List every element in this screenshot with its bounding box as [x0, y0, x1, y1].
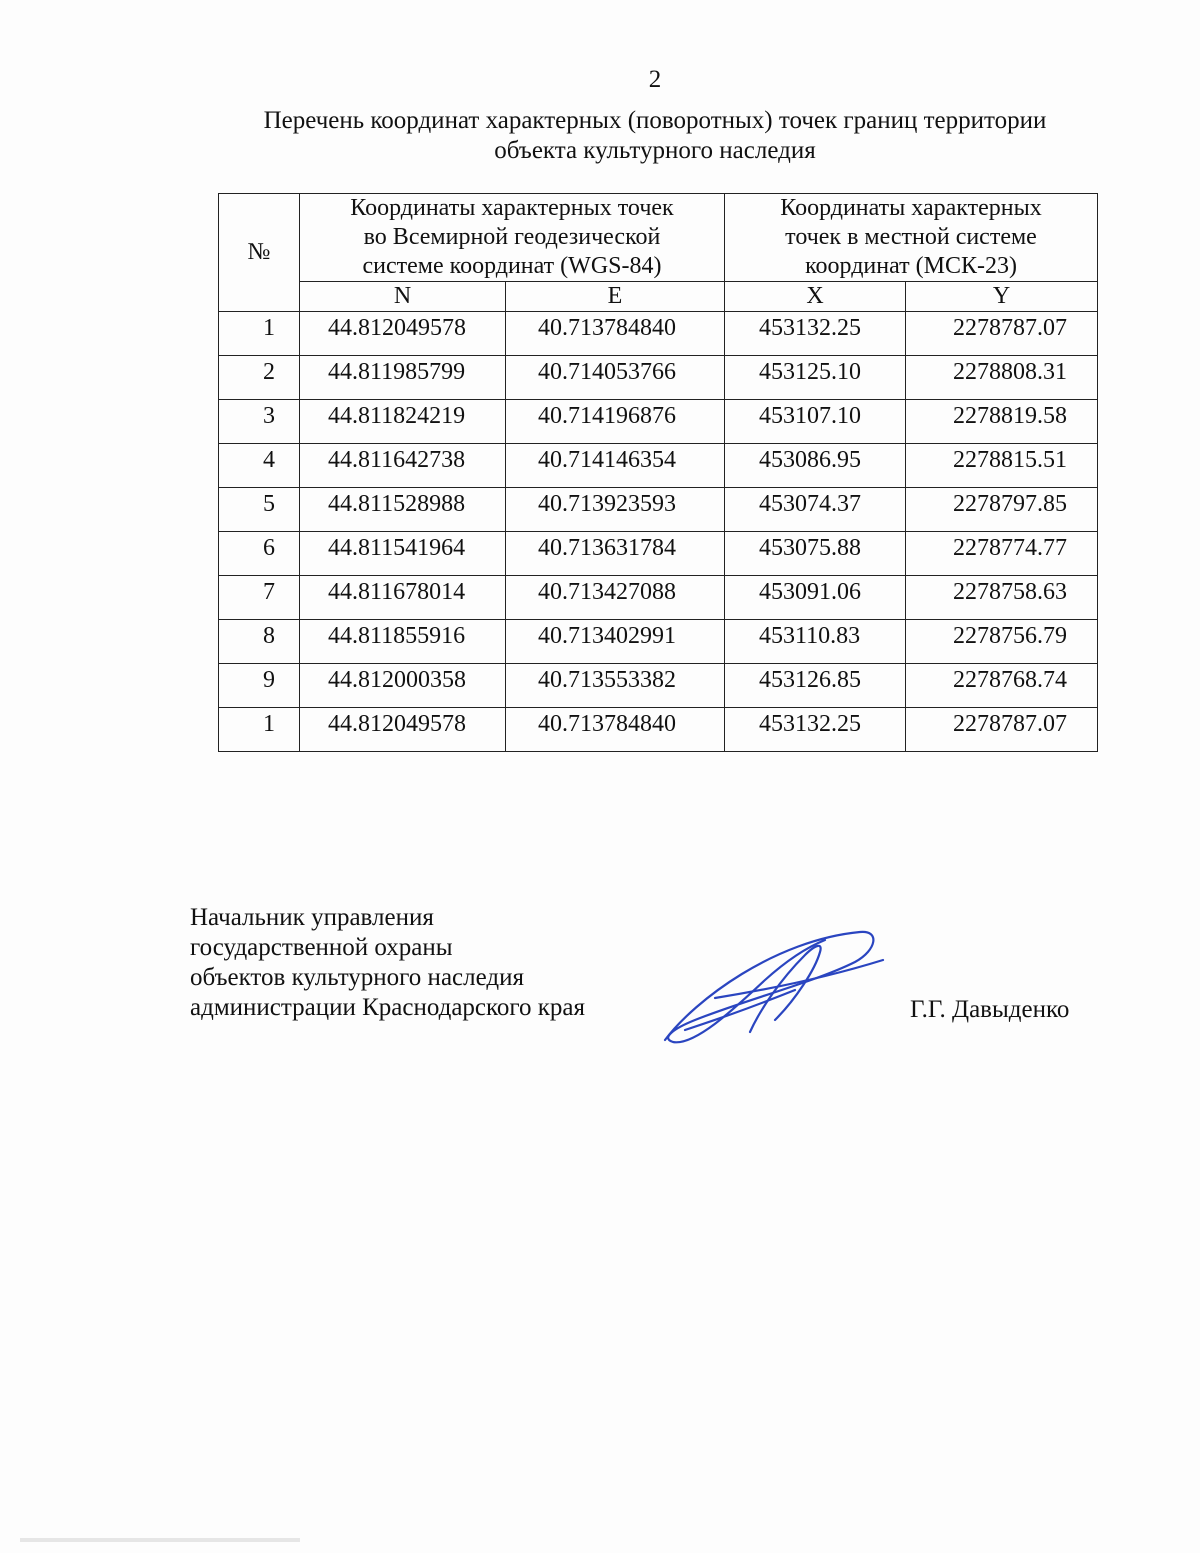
title-line-2: объекта культурного наследия [494, 137, 816, 164]
table-row [219, 532, 1098, 576]
table-header-row [219, 194, 1098, 282]
cell-e: 40.714146354 [506, 444, 725, 488]
coordinates-table [218, 193, 1098, 752]
table-row [219, 708, 1098, 752]
table-row [219, 576, 1098, 620]
cell-e: 40.713784840 [506, 312, 725, 356]
cell-e: 40.713784840 [506, 708, 725, 752]
title-line-1: Перечень координат характерных (поворотных) точек границ территории [263, 107, 1047, 134]
cell-y: 2278815.51 [906, 444, 1098, 488]
cell-number: 4 [219, 444, 300, 488]
cell-x: 453125.10 [725, 356, 906, 400]
header-wgs84-line: системе координат (WGS-84) [362, 253, 662, 279]
handwritten-signature [655, 920, 895, 1055]
cell-y: 2278797.85 [906, 488, 1098, 532]
document-title [200, 106, 1110, 166]
header-wgs84-group [300, 194, 725, 282]
signatory-position [190, 903, 585, 1023]
header-msk23-line: точек в местной системе [785, 224, 1037, 250]
cell-y: 2278787.07 [906, 708, 1098, 752]
cell-number: 7 [219, 576, 300, 620]
table-row [219, 356, 1098, 400]
table-row [219, 664, 1098, 708]
cell-e: 40.713427088 [506, 576, 725, 620]
cell-x: 453132.25 [725, 312, 906, 356]
cell-x: 453126.85 [725, 664, 906, 708]
cell-number: 1 [219, 312, 300, 356]
table-subheader-row [219, 282, 1098, 312]
cell-number: 5 [219, 488, 300, 532]
cell-y: 2278758.63 [906, 576, 1098, 620]
cell-n: 44.811985799 [300, 356, 506, 400]
cell-x: 453110.83 [725, 620, 906, 664]
header-msk23-line: координат (МСК-23) [805, 253, 1017, 279]
cell-y: 2278808.31 [906, 356, 1098, 400]
signatory-line: объектов культурного наследия [190, 964, 524, 991]
cell-y: 2278819.58 [906, 400, 1098, 444]
header-msk23-line: Координаты характерных [780, 195, 1042, 221]
cell-n: 44.811528988 [300, 488, 506, 532]
cell-e: 40.714053766 [506, 356, 725, 400]
signatory-line: государственной охраны [190, 934, 453, 961]
scan-edge-mark [20, 1538, 300, 1542]
cell-x: 453091.06 [725, 576, 906, 620]
header-number: № [219, 194, 300, 312]
cell-n: 44.811855916 [300, 620, 506, 664]
cell-x: 453086.95 [725, 444, 906, 488]
cell-y: 2278787.07 [906, 312, 1098, 356]
table-row [219, 312, 1098, 356]
cell-e: 40.713553382 [506, 664, 725, 708]
cell-n: 44.812000358 [300, 664, 506, 708]
cell-n: 44.811642738 [300, 444, 506, 488]
table-row [219, 400, 1098, 444]
cell-number: 9 [219, 664, 300, 708]
page-number: 2 [648, 66, 662, 93]
header-n: N [300, 282, 506, 312]
header-e: E [506, 282, 725, 312]
table-row [219, 444, 1098, 488]
cell-e: 40.713923593 [506, 488, 725, 532]
cell-y: 2278774.77 [906, 532, 1098, 576]
cell-n: 44.812049578 [300, 708, 506, 752]
header-y: Y [906, 282, 1098, 312]
table-row [219, 620, 1098, 664]
cell-y: 2278756.79 [906, 620, 1098, 664]
cell-number: 2 [219, 356, 300, 400]
signatory-line: администрации Краснодарского края [190, 994, 586, 1021]
cell-number: 8 [219, 620, 300, 664]
cell-x: 453075.88 [725, 532, 906, 576]
cell-number: 3 [219, 400, 300, 444]
cell-n: 44.811824219 [300, 400, 506, 444]
header-msk23-group [725, 194, 1098, 282]
signatory-name: Г.Г. Давыденко [910, 996, 1070, 1023]
cell-n: 44.811541964 [300, 532, 506, 576]
cell-n: 44.812049578 [300, 312, 506, 356]
table-row [219, 488, 1098, 532]
cell-n: 44.811678014 [300, 576, 506, 620]
signatory-line: Начальник управления [190, 904, 434, 931]
header-wgs84-line: во Всемирной геодезической [363, 224, 661, 250]
cell-x: 453074.37 [725, 488, 906, 532]
header-x: X [725, 282, 906, 312]
header-wgs84-line: Координаты характерных точек [350, 195, 674, 221]
cell-e: 40.713631784 [506, 532, 725, 576]
cell-number: 6 [219, 532, 300, 576]
cell-number: 1 [219, 708, 300, 752]
cell-e: 40.714196876 [506, 400, 725, 444]
cell-y: 2278768.74 [906, 664, 1098, 708]
cell-x: 453107.10 [725, 400, 906, 444]
cell-x: 453132.25 [725, 708, 906, 752]
cell-e: 40.713402991 [506, 620, 725, 664]
